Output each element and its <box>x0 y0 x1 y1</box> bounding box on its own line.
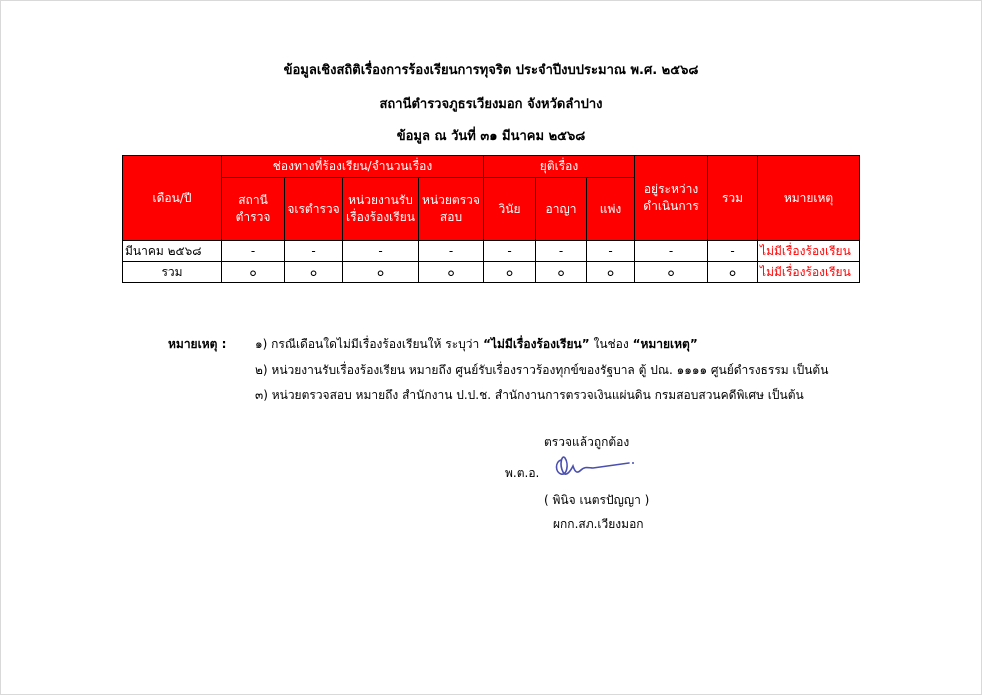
data-date: ข้อมูล ณ วันที่ ๓๑ มีนาคม ๒๕๖๘ <box>396 129 586 144</box>
document-title: ข้อมูลเชิงสถิติเรื่องการร้องเรียนการทุจริต ประจำปีงบประมาณ พ.ศ. ๒๕๖๘ <box>283 63 699 78</box>
row-remark: ไม่มีเรื่องร้องเรียน <box>758 262 860 283</box>
handwritten-signature <box>549 450 639 482</box>
note-line-3: ๓) หน่วยตรวจสอบ หมายถึง สำนักงาน ป.ป.ช. สำนักงานการตรวจเงินแผ่นดิน กรมสอบสวนคดีพิเศษ เป็นต้น <box>255 388 804 402</box>
header-month: เดือน/ปี <box>123 156 222 241</box>
header-civil: แพ่ง <box>587 178 635 241</box>
header-patrol: จเรตำรวจ <box>285 178 343 241</box>
signer-position: ผกก.สภ.เวียงมอก <box>553 517 644 531</box>
notes-label: หมายเหตุ : <box>168 337 227 351</box>
note-line-2: ๒) หน่วยงานรับเรื่องร้องเรียน หมายถึง ศูนย์รับเรื่องราวร้องทุกข์ของรัฐบาล ตู้ ปณ. ๑๑๑๑ ศูนย์ดำรงธรรม เป็นต้น <box>255 363 829 377</box>
header-ended-group: ยุติเรื่อง <box>484 156 635 178</box>
table-cell: ๐ <box>708 262 758 283</box>
header-audit-unit: หน่วยตรวจสอบ <box>419 178 484 241</box>
header-criminal: อาญา <box>536 178 587 241</box>
table-row <box>123 241 860 262</box>
header-total: รวม <box>708 156 758 241</box>
table-cell: - <box>484 241 536 262</box>
table-cell: - <box>222 241 285 262</box>
header-in-progress: อยู่ระหว่างดำเนินการ <box>635 156 708 241</box>
header-channels-group: ช่องทางที่ร้องเรียน/จำนวนเรื่อง <box>222 156 484 178</box>
table-row <box>123 262 860 283</box>
table-cell: ๐ <box>635 262 708 283</box>
table-cell: ๐ <box>587 262 635 283</box>
header-receiving-unit: หน่วยงานรับเรื่องร้องเรียน <box>343 178 419 241</box>
table-cell: ๐ <box>343 262 419 283</box>
note-1-quote-no-complaint: “ไม่มีเรื่องร้องเรียน” <box>483 337 590 351</box>
header-discipline: วินัย <box>484 178 536 241</box>
verified-text: ตรวจแล้วถูกต้อง <box>544 435 630 449</box>
header-remark: หมายเหตุ <box>758 156 860 241</box>
table-cell: - <box>536 241 587 262</box>
table-cell: - <box>587 241 635 262</box>
table-cell: - <box>635 241 708 262</box>
note-1-text: ๑) กรณีเดือนใดไม่มีเรื่องร้องเรียนให้ ระบุว่า <box>255 337 480 351</box>
table-cell: ๐ <box>419 262 484 283</box>
table-cell: ๐ <box>285 262 343 283</box>
note-line-1 <box>255 335 698 354</box>
table-cell: - <box>285 241 343 262</box>
row-remark: ไม่มีเรื่องร้องเรียน <box>758 241 860 262</box>
table-cell: ๐ <box>222 262 285 283</box>
row-month: มีนาคม ๒๕๖๘ <box>123 241 222 262</box>
row-month: รวม <box>123 262 222 283</box>
table-cell: - <box>708 241 758 262</box>
table-cell: ๐ <box>484 262 536 283</box>
station-name: สถานีตำรวจภูธรเวียงมอก จังหวัดลำปาง <box>379 97 603 112</box>
header-station: สถานีตำรวจ <box>222 178 285 241</box>
note-1-quote-remark: “หมายเหตุ” <box>632 337 698 351</box>
table-cell: ๐ <box>536 262 587 283</box>
table-cell: - <box>343 241 419 262</box>
complaint-statistics-table <box>122 155 860 283</box>
signer-name: ( พินิจ เนตรปัญญา ) <box>544 493 650 507</box>
signer-rank: พ.ต.อ. <box>505 466 540 480</box>
note-1-mid: ในช่อง <box>593 337 629 351</box>
table-cell: - <box>419 241 484 262</box>
